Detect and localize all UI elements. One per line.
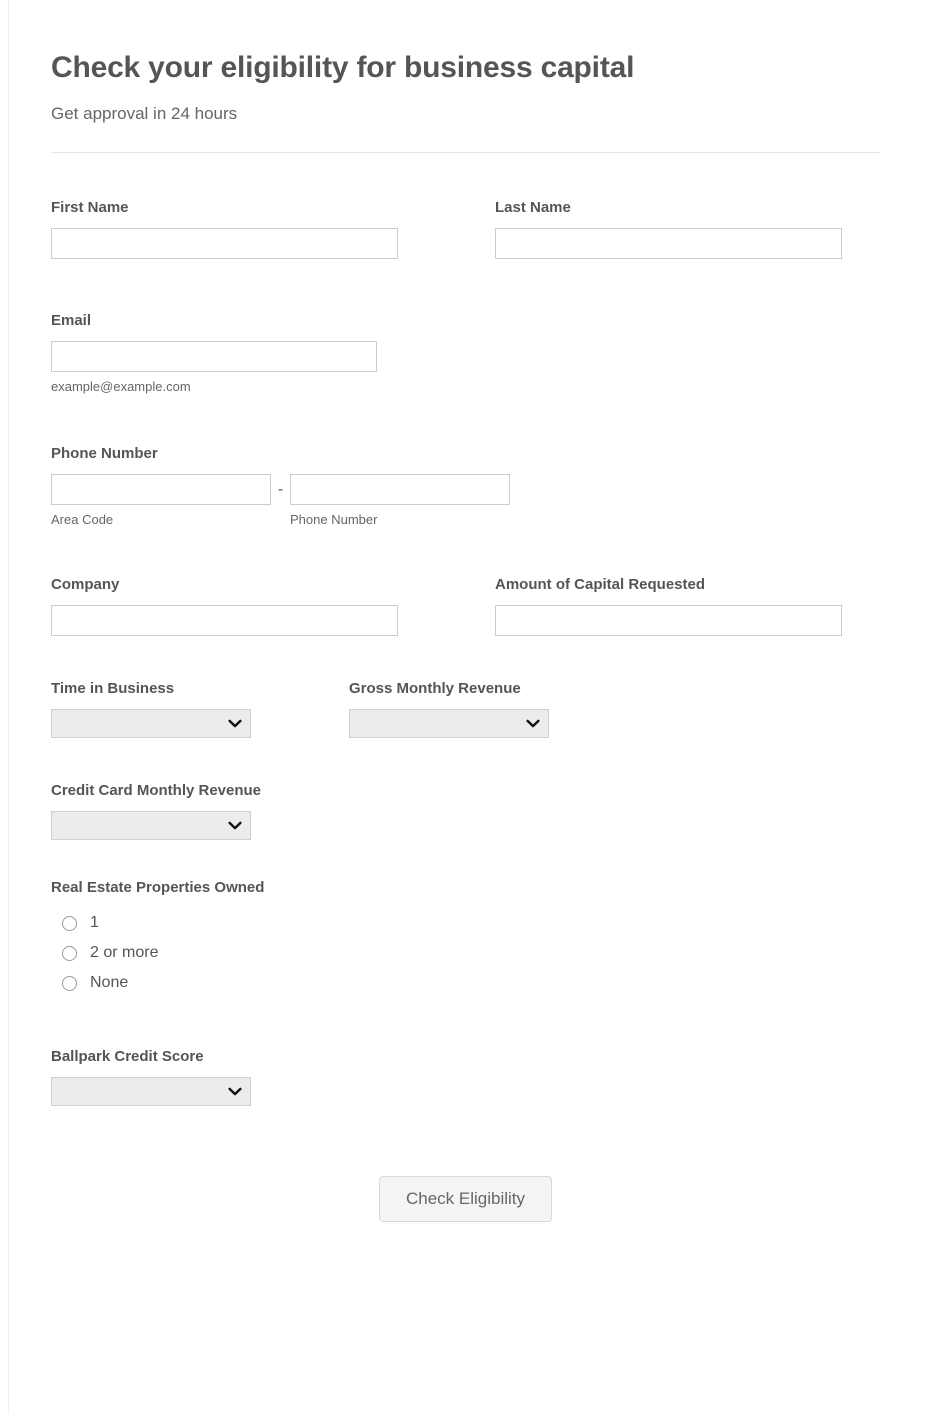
time-in-business-select[interactable] (51, 709, 251, 738)
field-credit-card-monthly-revenue (51, 782, 261, 840)
radio-option-label: 1 (90, 914, 99, 932)
ballpark-credit-score-select-holder (51, 1077, 251, 1106)
phone-area-code-input[interactable] (51, 474, 271, 505)
gross-monthly-revenue-label: Gross Monthly Revenue (349, 680, 521, 698)
field-email (51, 312, 495, 395)
real-estate-label: Real Estate Properties Owned (51, 879, 265, 897)
phone-number-group (290, 474, 510, 528)
field-ballpark-credit-score (51, 1048, 251, 1106)
amount-requested-label: Amount of Capital Requested (495, 576, 706, 594)
submit-area (51, 1176, 880, 1222)
phone-number-sublabel: Phone Number (290, 511, 378, 527)
company-label: Company (51, 576, 120, 594)
amount-requested-input[interactable] (495, 605, 842, 636)
phone-inputs (51, 474, 510, 528)
ballpark-credit-score-select[interactable] (51, 1077, 251, 1106)
real-estate-row (51, 879, 880, 998)
first-name-label: First Name (51, 199, 129, 216)
form-header (0, 0, 930, 124)
phone-row (51, 445, 880, 528)
radio-icon[interactable] (62, 916, 77, 931)
page-subtitle: Get approval in 24 hours (51, 104, 238, 123)
radio-option-2-or-more[interactable] (51, 938, 264, 968)
gross-monthly-revenue-select-holder (349, 709, 549, 738)
radio-icon[interactable] (62, 976, 77, 991)
credit-card-revenue-row (51, 782, 880, 840)
last-name-input[interactable] (495, 228, 842, 259)
credit-card-monthly-revenue-select-holder (51, 811, 251, 840)
radio-option-none[interactable] (51, 968, 264, 998)
field-phone-number (51, 445, 510, 528)
page-title: Check your eligibility for business capital (51, 51, 635, 84)
radio-option-1[interactable] (51, 908, 264, 938)
company-input[interactable] (51, 605, 398, 636)
email-sublabel: example@example.com (51, 379, 191, 394)
check-eligibility-button[interactable]: Check Eligibility (379, 1176, 552, 1222)
field-first-name (51, 199, 495, 259)
phone-number-label: Phone Number (51, 444, 158, 462)
phone-area-code-group (51, 474, 271, 528)
field-amount-requested (495, 576, 842, 636)
time-in-business-select-holder (51, 709, 251, 738)
email-label: Email (51, 312, 92, 329)
field-real-estate-properties (51, 879, 264, 998)
first-name-input[interactable] (51, 228, 398, 259)
name-row (51, 199, 880, 259)
field-time-in-business (51, 680, 349, 738)
revenue-row (51, 680, 880, 738)
last-name-label: Last Name (495, 199, 571, 216)
ballpark-credit-score-label: Ballpark Credit Score (51, 1048, 204, 1066)
time-in-business-label: Time in Business (51, 680, 175, 698)
radio-option-label: None (90, 974, 129, 992)
field-gross-monthly-revenue (349, 680, 549, 738)
email-input[interactable] (51, 341, 377, 372)
phone-number-input[interactable] (290, 474, 510, 505)
phone-separator: - (277, 480, 284, 498)
radio-option-label: 2 or more (90, 944, 159, 962)
credit-card-monthly-revenue-label: Credit Card Monthly Revenue (51, 782, 262, 800)
form-fields (0, 153, 930, 1222)
company-row (51, 576, 880, 636)
email-row (51, 312, 880, 395)
gross-monthly-revenue-select[interactable] (349, 709, 549, 738)
real-estate-radio-group (51, 908, 264, 998)
field-last-name (495, 199, 842, 259)
radio-icon[interactable] (62, 946, 77, 961)
field-company (51, 576, 495, 636)
credit-card-monthly-revenue-select[interactable] (51, 811, 251, 840)
phone-area-code-sublabel: Area Code (51, 511, 114, 527)
credit-score-row (51, 1048, 880, 1106)
